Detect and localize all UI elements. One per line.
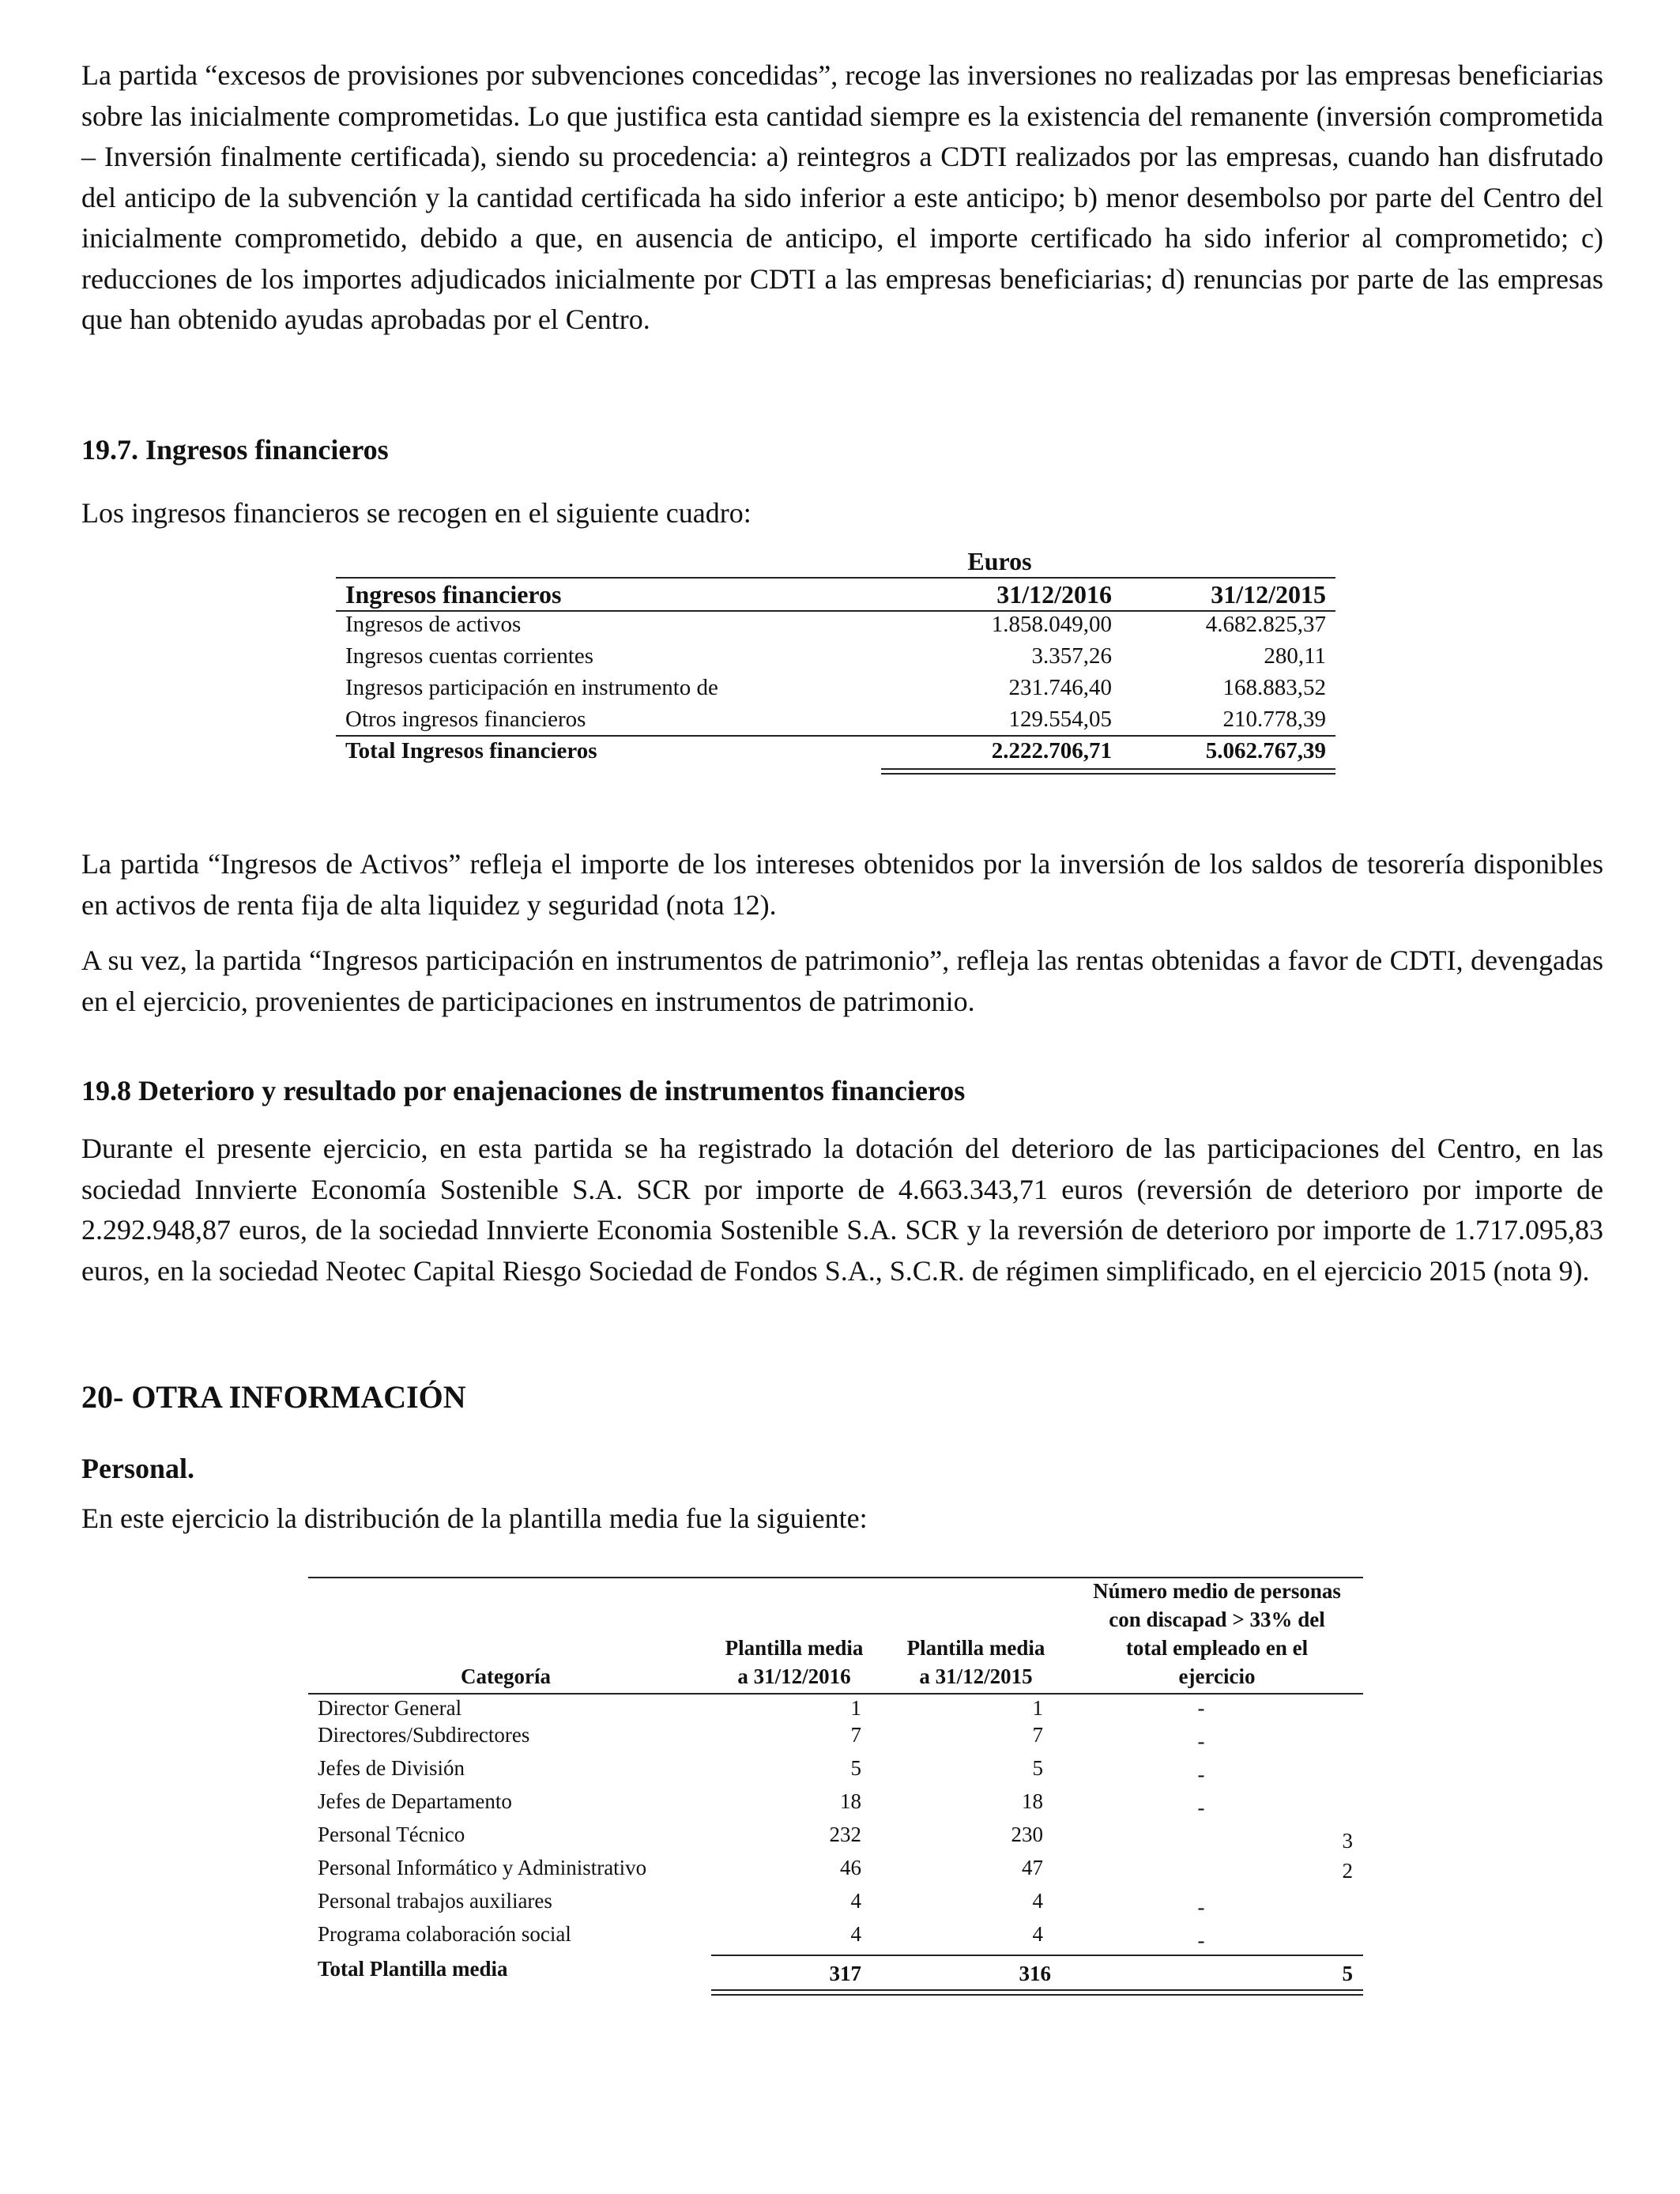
- row-value-disability: -: [1197, 1762, 1205, 1786]
- row-value-disability: -: [1197, 1796, 1205, 1819]
- table-row: [336, 672, 1335, 703]
- row-label: Ingresos participación en instrumento de: [345, 675, 718, 700]
- row-value-2015: 4: [1032, 1922, 1043, 1946]
- disability-header-line-4: ejercicio: [1178, 1664, 1256, 1688]
- row-value-disability: 2: [1342, 1859, 1353, 1883]
- row-value-2016: 5: [850, 1756, 861, 1780]
- col-2016-header: 31/12/2016: [996, 580, 1112, 609]
- section-19-8-heading: 19.8 Deterioro y resultado por enajenaciones de instrumentos financieros: [81, 1075, 966, 1106]
- table-row: [308, 1820, 1363, 1852]
- total-double-rule-1: [881, 768, 1335, 770]
- col-2015-header: 31/12/2015: [1211, 580, 1326, 609]
- total-row: [336, 735, 1335, 767]
- col-2015-header-line-2: a 31/12/2015: [919, 1664, 1033, 1688]
- row-value-2016: 231.746,40: [1008, 675, 1112, 700]
- intro-paragraph: La partida “excesos de provisiones por subvenciones concedidas”, recoge las inversiones no realizadas por las empresas beneficiarias sobre las inicialmente comprometidas. Lo que justifica esta cantidad siempre es la existencia del remanente (inversión comprometida – Inversión finalmente certificada), siendo su procedencia: a) reintegros a CDTI realizados por las empresas, cuando han disfrutado del anticipo de la subvención y la cantidad certificada ha sido inferior a este anticipo; b) menor desembolso por parte del Centro del inicialmente comprometido, debido a que, en ausencia de anticipo, el importe certificado ha sido inferior al comprometido; c) reducciones de los importes adjudicados inicialmente por CDTI a las empresas beneficiarias; d) renuncias por parte de las empresas que han obtenido ayudas aprobadas por el Centro.: [81, 59, 1603, 335]
- section-19-8-paragraph: Durante el presente ejercicio, en esta partida se ha registrado la dotación del deterioro de las participaciones del Centro, en las sociedad Innvierte Economía Sostenible S.A. SCR por importe de 4.663.343,71 euros (reversión de deterioro por importe de 2.292.948,87 euros, de la sociedad Innvierte Economia Sostenible S.A. SCR y la reversión de deterioro por importe de 1.717.095,83 euros, en la sociedad Neotec Capital Riesgo Sociedad de Fondos S.A., S.C.R. de régimen simplificado, en el ejercicio 2015 (nota 9).: [81, 1133, 1603, 1287]
- row-label: Personal trabajos auxiliares: [318, 1889, 552, 1913]
- table-row: [336, 609, 1335, 640]
- total-row: [308, 1955, 1363, 1986]
- table-row: [308, 1787, 1363, 1819]
- total-value-2016: 317: [829, 1962, 861, 1985]
- row-value-2016: 1: [850, 1696, 861, 1720]
- section-19-7-lead: Los ingresos financieros se recogen en el siguiente cuadro:: [81, 497, 751, 529]
- total-double-rule-2: [881, 773, 1335, 775]
- row-value-disability: -: [1197, 1729, 1205, 1753]
- row-label: Programa colaboración social: [318, 1922, 571, 1946]
- financial-income-table: [336, 545, 1335, 790]
- row-value-2015: 1: [1032, 1696, 1043, 1720]
- table-row: [308, 1920, 1363, 1951]
- row-value-2015: 5: [1032, 1756, 1043, 1780]
- row-value-2015: 4: [1032, 1889, 1043, 1913]
- table-row: [308, 1887, 1363, 1918]
- row-value-disability: -: [1197, 1696, 1205, 1720]
- staff-total-double-rule-2: [711, 1994, 1363, 1996]
- category-header: Categoría: [461, 1664, 551, 1688]
- row-value-2015: 230: [1011, 1823, 1043, 1846]
- label-header: Ingresos financieros: [345, 580, 562, 609]
- disability-header-line-3: total empleado en el: [1125, 1636, 1309, 1660]
- row-value-2015: 280,11: [1264, 643, 1326, 669]
- disability-header-line-1: Número medio de personas: [1093, 1579, 1341, 1603]
- row-value-2015: 210.778,39: [1222, 707, 1326, 732]
- row-value-disability: 3: [1342, 1829, 1353, 1853]
- row-value-2015: 47: [1022, 1856, 1043, 1879]
- table-row: [308, 1721, 1363, 1752]
- total-label: Total Plantilla media: [318, 1957, 508, 1981]
- row-value-2016: 1.858.049,00: [991, 612, 1112, 637]
- total-value-2015: 5.062.767,39: [1205, 738, 1326, 763]
- section-19-7-heading: 19.7. Ingresos financieros: [81, 434, 389, 466]
- row-value-2015: 4.682.825,37: [1205, 612, 1326, 637]
- disability-header-line-2: con discapad > 33% del: [1109, 1608, 1325, 1631]
- row-value-2016: 46: [840, 1856, 861, 1879]
- row-value-2016: 7: [850, 1723, 861, 1747]
- row-value-2015: 7: [1032, 1723, 1043, 1747]
- table-row: [336, 640, 1335, 672]
- col-2015-header-line-1: Plantilla media: [906, 1636, 1045, 1660]
- row-value-2016: 232: [829, 1823, 861, 1846]
- section-20-heading: 20- OTRA INFORMACIÓN: [81, 1379, 466, 1415]
- row-value-2015: 18: [1022, 1789, 1043, 1813]
- row-label: Director General: [318, 1696, 462, 1720]
- row-value-2016: 3.357,26: [1031, 643, 1112, 669]
- row-value-2016: 18: [840, 1789, 861, 1813]
- row-label: Ingresos de activos: [345, 612, 522, 637]
- row-label: Personal Técnico: [318, 1823, 465, 1846]
- col-2016-header-line-1: Plantilla media: [725, 1636, 864, 1660]
- table-row: [336, 703, 1335, 735]
- col-2016-header-line-2: a 31/12/2016: [737, 1664, 851, 1688]
- section-20-lead: En este ejercicio la distribución de la plantilla media fue la siguiente:: [81, 1502, 868, 1534]
- row-value-disability: -: [1197, 1895, 1205, 1919]
- row-value-disability: -: [1197, 1928, 1205, 1952]
- row-label: Jefes de División: [318, 1756, 465, 1780]
- total-value-2015: 316: [1019, 1962, 1051, 1985]
- row-value-2015: 168.883,52: [1222, 675, 1326, 700]
- staff-total-double-rule-1: [711, 1989, 1363, 1991]
- row-value-2016: 4: [850, 1922, 861, 1946]
- row-label: Personal Informático y Administrativo: [318, 1856, 647, 1879]
- table-row: [308, 1853, 1363, 1885]
- total-value-2016: 2.222.706,71: [991, 738, 1112, 763]
- table-row: [308, 1754, 1363, 1785]
- personal-subheading: Personal.: [81, 1453, 194, 1484]
- row-value-2016: 4: [850, 1889, 861, 1913]
- row-label: Directores/Subdirectores: [318, 1723, 530, 1747]
- section-19-7-paragraph-2: A su vez, la partida “Ingresos participación en instrumentos de patrimonio”, refleja las rentas obtenidas a favor de CDTI, devengadas en el ejercicio, provenientes de participaciones en instrumentos de patrimonio.: [81, 944, 1603, 1017]
- row-label: Otros ingresos financieros: [345, 707, 586, 732]
- total-value-disability: 5: [1342, 1962, 1353, 1985]
- row-label: Jefes de Departamento: [318, 1789, 512, 1813]
- total-label: Total Ingresos financieros: [345, 738, 597, 763]
- currency-header: Euros: [967, 547, 1032, 575]
- row-label: Ingresos cuentas corrientes: [345, 643, 594, 669]
- section-19-7-paragraph-1: La partida “Ingresos de Activos” refleja el importe de los intereses obtenidos por la inversión de los saldos de tesorería disponibles en activos de renta fija de alta liquidez y seguridad (nota 12).: [81, 848, 1603, 921]
- row-value-2016: 129.554,05: [1008, 707, 1112, 732]
- staff-table: [308, 1577, 1363, 2004]
